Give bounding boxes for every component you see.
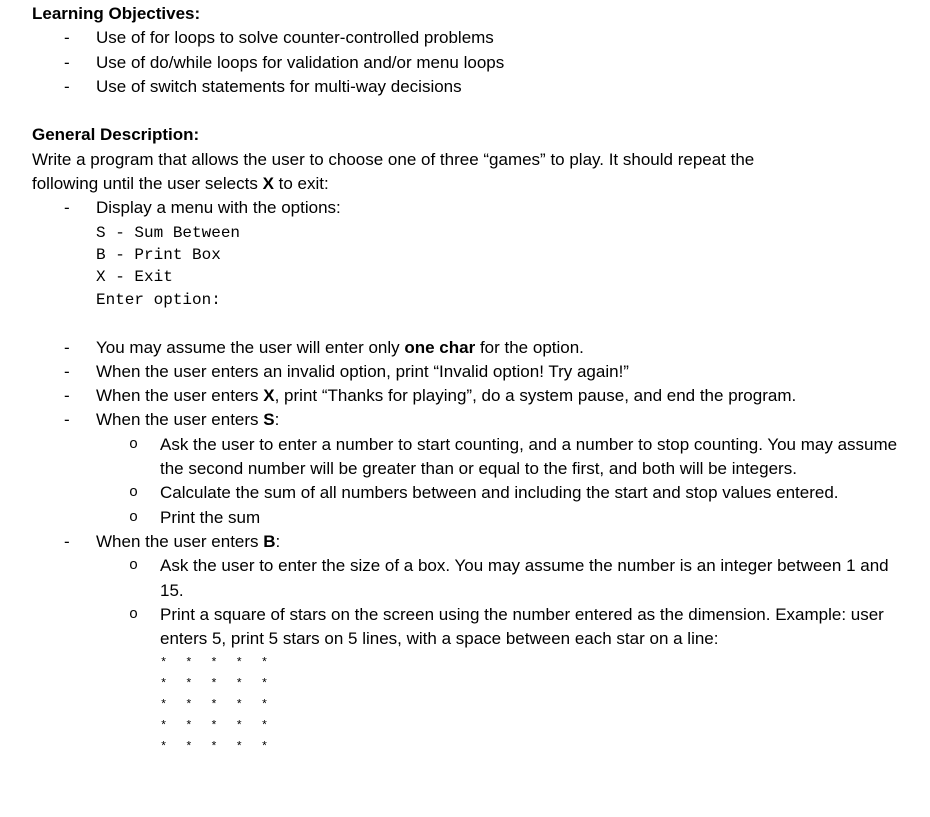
spacer [32, 311, 912, 335]
general-description-heading: General Description: [32, 125, 200, 145]
dash-bullet: - [64, 76, 70, 96]
rules-list [32, 336, 912, 652]
dash-bullet: - [64, 386, 70, 406]
list-item: - Use of do/while loops for validation and/or menu loops [32, 51, 912, 75]
dash-bullet: - [64, 531, 70, 551]
code-line: S - Sum Between [96, 223, 241, 242]
circle-bullet: o [129, 557, 139, 575]
list-item: - When the user enters an invalid option, print “Invalid option! Try again!” [32, 360, 912, 384]
star-row: * * * * * [160, 719, 270, 734]
code-line: X - Exit [96, 268, 173, 287]
list-item: o Print the sum [96, 506, 912, 530]
list-item: - When the user enters X, print “Thanks for playing”, do a system pause, and end the program. [32, 384, 912, 408]
list-item: o Ask the user to enter a number to start counting, and a number to stop counting. You may assume the second number will be greater than or equal to the first, and both will be integers. [129, 434, 898, 479]
list-item: - When the user enters S: o Ask the user to enter a number to start counting, and a number to stop counting. You may assume the second number will be greater than or equal to the first, and both will be integers. o Calculate the sum of all numbers between and including the start and stop values entered. o Print the sum [32, 408, 912, 529]
learning-objectives-heading: Learning Objectives: [32, 4, 201, 23]
intro-paragraph: Write a program that allows the user to choose one of three “games” to play. It should repeat the following until the user selects X to exit: [32, 149, 755, 194]
objectives-list [32, 26, 912, 99]
circle-bullet: o [129, 605, 139, 623]
dash-bullet: - [64, 28, 70, 48]
list-item: - You may assume the user will enter only one char for the option. [32, 336, 912, 360]
list-item: o Calculate the sum of all numbers between and including the start and stop values entered. [96, 481, 912, 505]
dash-bullet: - [64, 52, 70, 72]
list-item: o Ask the user to enter the size of a box. You may assume the number is an integer between 1 and 15. [129, 556, 889, 600]
circle-bullet: o [129, 508, 139, 526]
list-item: o Print a square of stars on the screen using the number entered as the dimension. Example: user enters 5, print 5 stars on 5 lines, with a space between each star on a line: [129, 604, 884, 649]
dash-bullet: - [64, 410, 70, 430]
star-row: * * * * * [160, 656, 270, 671]
circle-bullet: o [129, 435, 139, 453]
list-item: - Display a menu with the options: [32, 196, 912, 220]
code-line: B - Print Box [96, 246, 221, 265]
dash-bullet: - [64, 198, 70, 218]
assignment-document [32, 2, 912, 758]
dash-bullet: - [64, 337, 70, 357]
menu-code-block [32, 222, 912, 312]
list-item: - Use of for loops to solve counter-controlled problems [32, 26, 912, 50]
dash-bullet: - [64, 361, 70, 381]
box-sub-list [32, 554, 912, 651]
star-row: * * * * * [160, 740, 270, 755]
list-item: - When the user enters B: o Ask the user to enter the size of a box. You may assume the number is an integer between 1 and 15. o Print a square of stars on the screen using the number entered as the dimension. Example: user enters 5, print 5 stars on 5 lines, with a space between each star on a line: [32, 530, 912, 651]
menu-list [32, 196, 912, 220]
list-item: - Use of switch statements for multi-way decisions [32, 75, 912, 99]
star-row: * * * * * [160, 677, 270, 692]
sum-sub-list [32, 433, 912, 530]
code-line: Enter option: [96, 290, 221, 309]
star-row: * * * * * [160, 698, 270, 713]
circle-bullet: o [129, 484, 139, 502]
star-box-example [160, 653, 912, 758]
